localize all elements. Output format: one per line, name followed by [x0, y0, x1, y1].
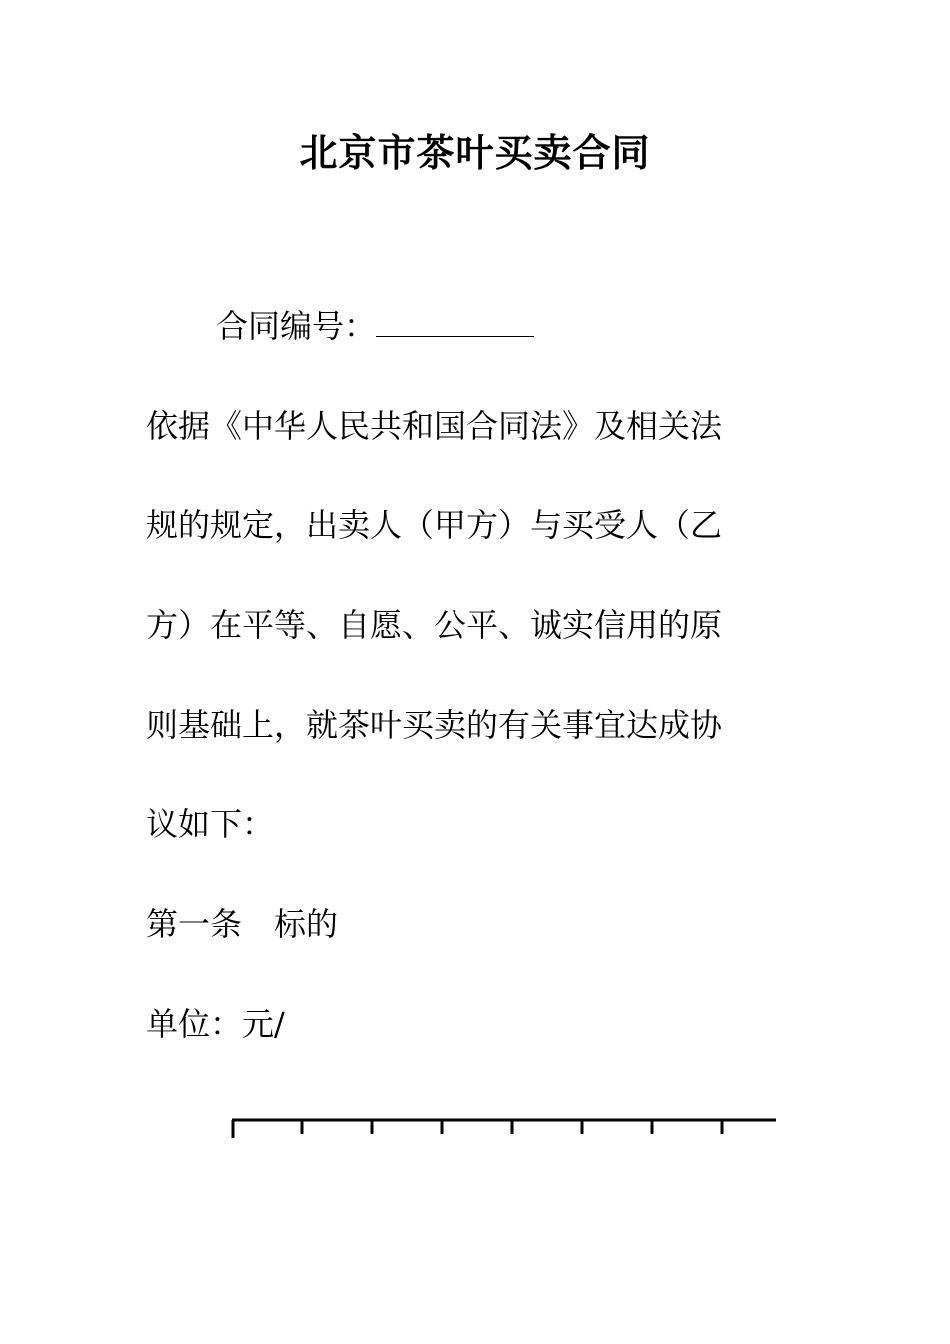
- table-top-border: [230, 1116, 776, 1140]
- contract-number-label: 合同编号：: [216, 307, 377, 345]
- contract-number-blank: [376, 306, 534, 337]
- contract-number-line: [216, 304, 534, 348]
- intro-line-4: 则基础上，就茶叶买卖的有关事宜达成协: [146, 706, 723, 744]
- intro-line-3: 方）在平等、自愿、公平、诚实信用的原: [146, 606, 723, 644]
- unit-label: 单位：元/: [146, 1005, 285, 1043]
- article-1-heading: 第一条 标的: [146, 905, 339, 943]
- intro-line-5: 议如下：: [146, 805, 275, 843]
- document-title: 北京市茶叶买卖合同: [299, 130, 651, 175]
- intro-line-1: 依据《中华人民共和国合同法》及相关法: [146, 407, 723, 445]
- intro-line-2: 规的规定，出卖人（甲方）与买受人（乙: [146, 506, 723, 544]
